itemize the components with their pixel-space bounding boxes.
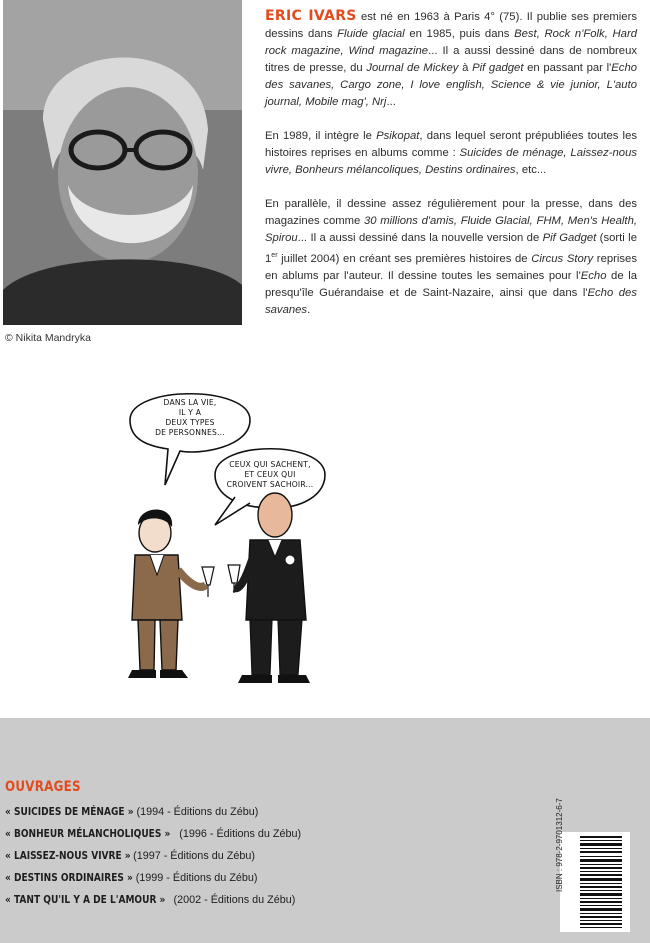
work-title: « TANT QU'IL Y A DE L'AMOUR »: [5, 894, 166, 906]
work-item: [5, 872, 301, 894]
barcode-bars: [560, 832, 630, 932]
work-info: (1994 - Éditions du Zébu): [136, 806, 259, 818]
work-title: « DESTINS ORDINAIRES »: [5, 872, 133, 884]
works-title: OUVRAGES: [5, 779, 81, 795]
work-item: [5, 894, 301, 916]
work-title: « SUICIDES DE MÉNAGE »: [5, 806, 134, 818]
character-right: [228, 493, 310, 683]
work-item: [5, 850, 301, 872]
work-item: [5, 806, 301, 828]
bubble-2-line-2: ET CEUX QUI: [244, 470, 296, 479]
work-info: (1999 - Éditions du Zébu): [135, 872, 258, 884]
bio-paragraph-2: En 1989, il intègre le Psikopat, dans lequel seront prépubliées toutes les histoires reprises en albums comme : Suicides de ménage, Laissez-nous vivre, Bonheurs mélancoliques, Destins ordinaires, etc...: [265, 130, 637, 176]
bubble-1-line-4: DE PERSONNES...: [155, 428, 225, 437]
bubble-2-line-3: CROIVENT SACHOIR...: [226, 480, 314, 489]
work-info: (2002 - Éditions du Zébu): [173, 894, 296, 906]
work-item: [5, 828, 301, 850]
bubble-1-line-2: IL Y A: [178, 408, 202, 417]
bio-paragraph-1: ERIC IVARS est né en 1963 à Paris 4° (75). Il publie ses premiers dessins dans Fluide glacial en 1985, puis dans Best, Rock n'Folk, Hard rock magazine, Wind magazine... Il a aussi dessiné dans de nombreux titres de presse, du Journal de Mickey à Pif gadget en passant par l'Echo des savanes, Cargo zone, I love english, Science & vie junior, L'auto journal, Mobile mag', Nrj...: [265, 8, 638, 108]
works-list: [5, 806, 301, 916]
isbn-text: ISBN : 978-2-9701312-6-7: [555, 798, 564, 892]
cartoon-illustration: [110, 385, 440, 705]
bubble-2-line-1: CEUX QUI SACHENT,: [229, 460, 311, 469]
author-name: ERIC IVARS: [265, 8, 357, 24]
work-info: (1996 - Éditions du Zébu): [179, 828, 302, 840]
author-photo: [3, 0, 242, 325]
barcode: [560, 832, 630, 932]
author-bio: [265, 8, 637, 336]
bubble-1-line-1: DANS LA VIE,: [163, 398, 217, 407]
photo-credit: © Nikita Mandryka: [5, 332, 91, 344]
bio-paragraph-3: En parallèle, il dessine assez régulièrement pour la presse, dans des magazines comme 30 millions d'amis, Fluide Glacial, FHM, Men's Health, Spirou... Il a aussi dessiné dans la nouvelle version de Pif Gadget (sorti le 1er juillet 2004) en créant ses premières histoires de Circus Story reprises en ablums par l'auteur. Il dessine toutes les semaines pour l'Echo de la presqu'île Guérandaise et de Saint-Nazaire, ainsi que dans l'Echo des savanes.: [265, 198, 637, 316]
bubble-1-line-3: DEUX TYPES: [165, 418, 215, 427]
work-info: (1997 - Éditions du Zébu): [133, 850, 255, 862]
work-title: « LAISSEZ-NOUS VIVRE »: [5, 850, 131, 862]
work-title: « BONHEUR MÉLANCHOLIQUES »: [5, 828, 171, 840]
character-left: [128, 510, 214, 679]
